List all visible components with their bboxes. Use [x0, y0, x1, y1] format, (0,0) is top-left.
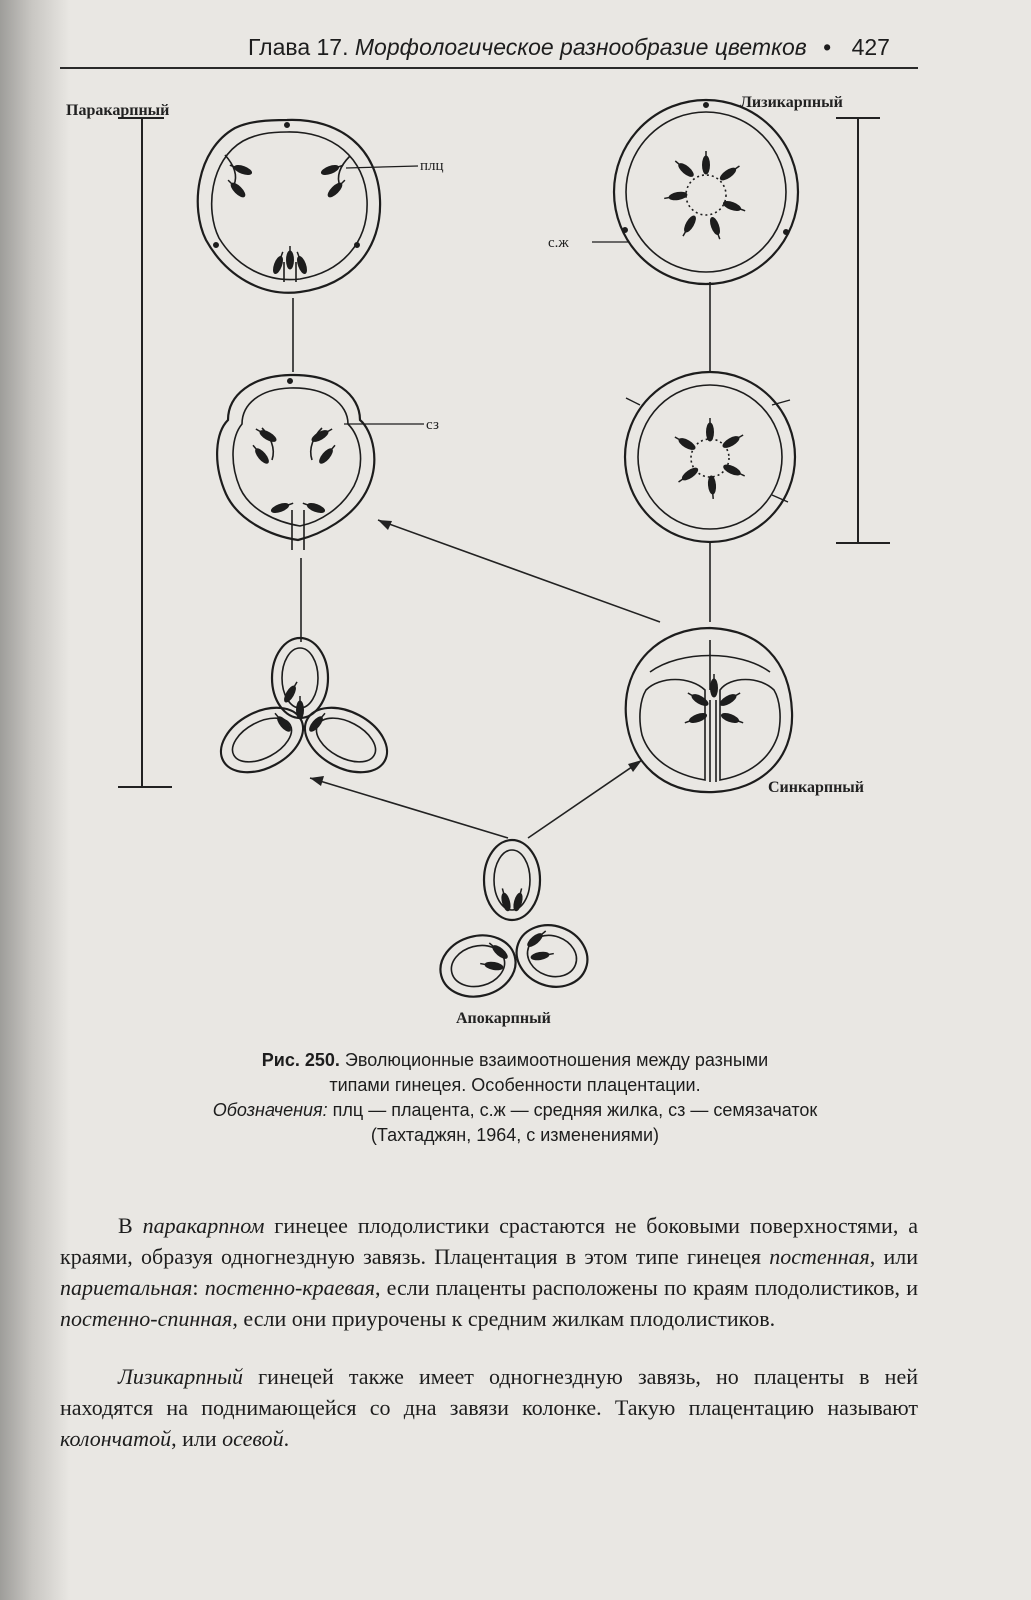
- caption-title-line-1: [60, 1048, 970, 1073]
- paracarpous-intermediate-ovary: [217, 375, 424, 550]
- italic-term: постенная: [769, 1244, 870, 1269]
- text-run: , или: [171, 1426, 223, 1451]
- italic-term: постенно-краевая: [204, 1275, 375, 1300]
- paragraph-paracarpous: [60, 1210, 918, 1334]
- text-run: .: [283, 1426, 290, 1451]
- label-lysicarpous: Лизикарпный: [740, 94, 843, 111]
- lysicarpous-bracket: [836, 118, 890, 543]
- italic-term: паракарпном: [142, 1213, 265, 1238]
- figure-number: Рис. 250.: [261, 1050, 340, 1070]
- text-run: , если они приурочены к средним жилкам плодолистиков.: [232, 1306, 776, 1331]
- italic-term: колончатой: [60, 1426, 172, 1451]
- label-syncarpous: Синкарпный: [768, 779, 865, 796]
- lysicarpous-intermediate-ovary: [625, 372, 795, 542]
- italic-term: постенно-спинная: [60, 1306, 233, 1331]
- label-apocarpous: Апокарпный: [456, 1010, 551, 1027]
- legend-text: плц — плацента, с.ж — средняя жилка, сз — семязачаток: [332, 1100, 818, 1120]
- figure-caption: [60, 1048, 970, 1148]
- italic-term: париетальная: [60, 1275, 193, 1300]
- label-paracarpous: Паракарпный: [66, 102, 170, 119]
- text-run: В: [118, 1213, 143, 1238]
- caption-text-1: Эволюционные взаимоотношения между разными: [344, 1050, 769, 1070]
- page-number: 427: [851, 34, 890, 60]
- syncarpous-ovary: [626, 628, 792, 792]
- caption-source: (Тахтаджян, 1964, с изменениями): [370, 1125, 660, 1145]
- annotation-ovule: сз: [426, 417, 439, 433]
- annotation-midrib: с.ж: [548, 235, 569, 251]
- legend-label: Обозначения:: [212, 1100, 328, 1120]
- connector-lines: [293, 282, 710, 838]
- annotation-placenta: плц: [420, 158, 444, 174]
- text-run: гинецей также имеет одногнездную завязь, но плаценты в ней находятся на поднимающейся со дна завязи колонке. Такую плацентацию называют: [60, 1364, 918, 1420]
- paracarpous-bracket: [118, 118, 172, 787]
- caption-text-2: типами гинецея. Особенности плацентации.: [329, 1075, 701, 1095]
- apocarpous-ovary: [434, 840, 597, 1005]
- chapter-title: Морфологическое разнообразие цветков: [354, 34, 807, 60]
- paracarpous-three-lobed-ovary: [210, 638, 398, 785]
- paracarpous-ovary: [198, 120, 418, 293]
- caption-legend-line: [60, 1098, 970, 1123]
- chapter-number: Глава 17.: [248, 34, 349, 60]
- italic-term: Лизикарпный: [118, 1364, 244, 1389]
- header-bullet: •: [823, 34, 832, 60]
- text-run: , если плаценты расположены по краям плодолистиков, и: [374, 1275, 918, 1300]
- lysicarpous-ovary: [592, 100, 798, 284]
- text-run: :: [192, 1275, 205, 1300]
- paragraph-lysicarpous: [60, 1361, 918, 1454]
- italic-term: осевой: [222, 1426, 284, 1451]
- text-run: гинецее плодолистики срастаются не боковыми поверхностями, а краями, образуя одногнездную завязь. Плацентация в этом типе гинецея: [60, 1213, 918, 1269]
- arrowheads: [310, 520, 642, 786]
- text-run: , или: [869, 1244, 918, 1269]
